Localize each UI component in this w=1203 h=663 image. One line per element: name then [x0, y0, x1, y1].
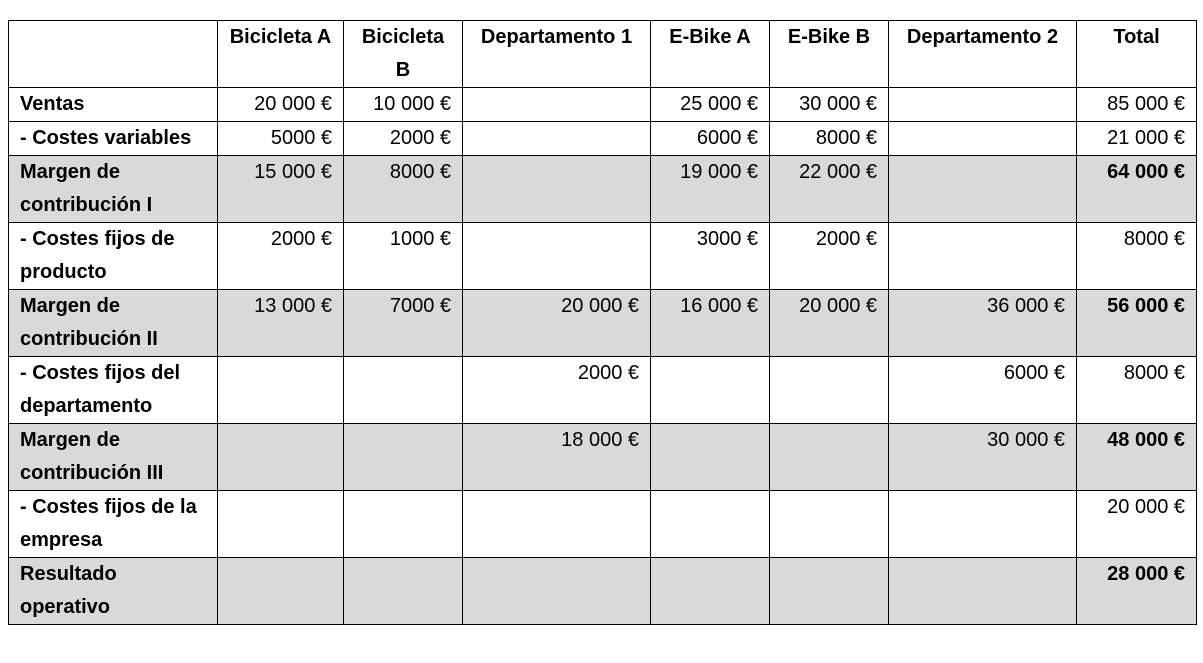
- contribution-margin-table: [8, 20, 1197, 625]
- table-row: [9, 357, 1197, 424]
- table-row: [9, 156, 1197, 223]
- cell-departamento-2: [889, 88, 1077, 122]
- report-container: [8, 20, 1197, 625]
- cell-total: 48 000 €: [1077, 424, 1197, 491]
- cell-bicicleta-b: 10 000 €: [344, 88, 463, 122]
- cell-ebike-a: 25 000 €: [651, 88, 770, 122]
- row-label: - Costes fijos de la empresa: [9, 491, 218, 558]
- cell-bicicleta-a: [218, 558, 344, 625]
- cell-departamento-1: [463, 122, 651, 156]
- cell-departamento-1: [463, 223, 651, 290]
- cell-bicicleta-a: [218, 424, 344, 491]
- cell-bicicleta-a: 13 000 €: [218, 290, 344, 357]
- table-row: [9, 122, 1197, 156]
- table-body: [9, 88, 1197, 625]
- cell-departamento-2: 6000 €: [889, 357, 1077, 424]
- cell-total: 21 000 €: [1077, 122, 1197, 156]
- header-bicicleta-a: Bicicleta A: [218, 21, 344, 88]
- cell-ebike-b: [770, 491, 889, 558]
- row-label: - Costes variables: [9, 122, 218, 156]
- table-row: [9, 424, 1197, 491]
- table-row: [9, 88, 1197, 122]
- cell-total: 8000 €: [1077, 223, 1197, 290]
- cell-total: 20 000 €: [1077, 491, 1197, 558]
- cell-ebike-a: [651, 424, 770, 491]
- row-label: Margen de contribución III: [9, 424, 218, 491]
- header-bicicleta-b: Bicicleta B: [344, 21, 463, 88]
- cell-bicicleta-a: [218, 357, 344, 424]
- row-label: - Costes fijos de producto: [9, 223, 218, 290]
- cell-departamento-1: 18 000 €: [463, 424, 651, 491]
- cell-departamento-1: 2000 €: [463, 357, 651, 424]
- cell-ebike-b: 8000 €: [770, 122, 889, 156]
- cell-departamento-1: [463, 88, 651, 122]
- header-row: [9, 21, 1197, 88]
- cell-bicicleta-b: [344, 491, 463, 558]
- row-label: - Costes fijos del departamento: [9, 357, 218, 424]
- cell-bicicleta-b: [344, 424, 463, 491]
- cell-bicicleta-a: [218, 491, 344, 558]
- cell-departamento-1: [463, 491, 651, 558]
- table-row: [9, 223, 1197, 290]
- cell-bicicleta-a: 20 000 €: [218, 88, 344, 122]
- cell-ebike-a: 16 000 €: [651, 290, 770, 357]
- table-row: [9, 290, 1197, 357]
- header-departamento-2: Departamento 2: [889, 21, 1077, 88]
- header-corner: [9, 21, 218, 88]
- cell-ebike-a: [651, 558, 770, 625]
- cell-bicicleta-b: 2000 €: [344, 122, 463, 156]
- cell-ebike-a: [651, 491, 770, 558]
- cell-total: 56 000 €: [1077, 290, 1197, 357]
- cell-departamento-2: [889, 223, 1077, 290]
- cell-total: 64 000 €: [1077, 156, 1197, 223]
- cell-ebike-b: [770, 357, 889, 424]
- cell-bicicleta-a: 5000 €: [218, 122, 344, 156]
- cell-bicicleta-b: [344, 558, 463, 625]
- cell-ebike-b: [770, 424, 889, 491]
- cell-bicicleta-b: 8000 €: [344, 156, 463, 223]
- cell-bicicleta-b: 1000 €: [344, 223, 463, 290]
- row-label: Margen de contribución I: [9, 156, 218, 223]
- cell-bicicleta-a: 2000 €: [218, 223, 344, 290]
- cell-departamento-1: [463, 558, 651, 625]
- cell-departamento-2: [889, 122, 1077, 156]
- cell-total: 28 000 €: [1077, 558, 1197, 625]
- cell-ebike-a: 3000 €: [651, 223, 770, 290]
- cell-departamento-2: 30 000 €: [889, 424, 1077, 491]
- cell-departamento-2: [889, 558, 1077, 625]
- cell-total: 85 000 €: [1077, 88, 1197, 122]
- cell-ebike-b: [770, 558, 889, 625]
- cell-bicicleta-a: 15 000 €: [218, 156, 344, 223]
- table-row: [9, 558, 1197, 625]
- header-departamento-1: Departamento 1: [463, 21, 651, 88]
- cell-departamento-2: [889, 491, 1077, 558]
- cell-departamento-1: [463, 156, 651, 223]
- cell-ebike-b: 22 000 €: [770, 156, 889, 223]
- header-ebike-b: E-Bike B: [770, 21, 889, 88]
- row-label: Ventas: [9, 88, 218, 122]
- cell-ebike-a: [651, 357, 770, 424]
- cell-bicicleta-b: [344, 357, 463, 424]
- row-label: Margen de contribución II: [9, 290, 218, 357]
- cell-ebike-b: 30 000 €: [770, 88, 889, 122]
- cell-ebike-b: 20 000 €: [770, 290, 889, 357]
- cell-bicicleta-b: 7000 €: [344, 290, 463, 357]
- cell-ebike-a: 19 000 €: [651, 156, 770, 223]
- cell-ebike-a: 6000 €: [651, 122, 770, 156]
- cell-departamento-2: 36 000 €: [889, 290, 1077, 357]
- row-label: Resultado operativo: [9, 558, 218, 625]
- cell-departamento-2: [889, 156, 1077, 223]
- cell-ebike-b: 2000 €: [770, 223, 889, 290]
- table-row: [9, 491, 1197, 558]
- cell-departamento-1: 20 000 €: [463, 290, 651, 357]
- cell-total: 8000 €: [1077, 357, 1197, 424]
- header-total: Total: [1077, 21, 1197, 88]
- header-ebike-a: E-Bike A: [651, 21, 770, 88]
